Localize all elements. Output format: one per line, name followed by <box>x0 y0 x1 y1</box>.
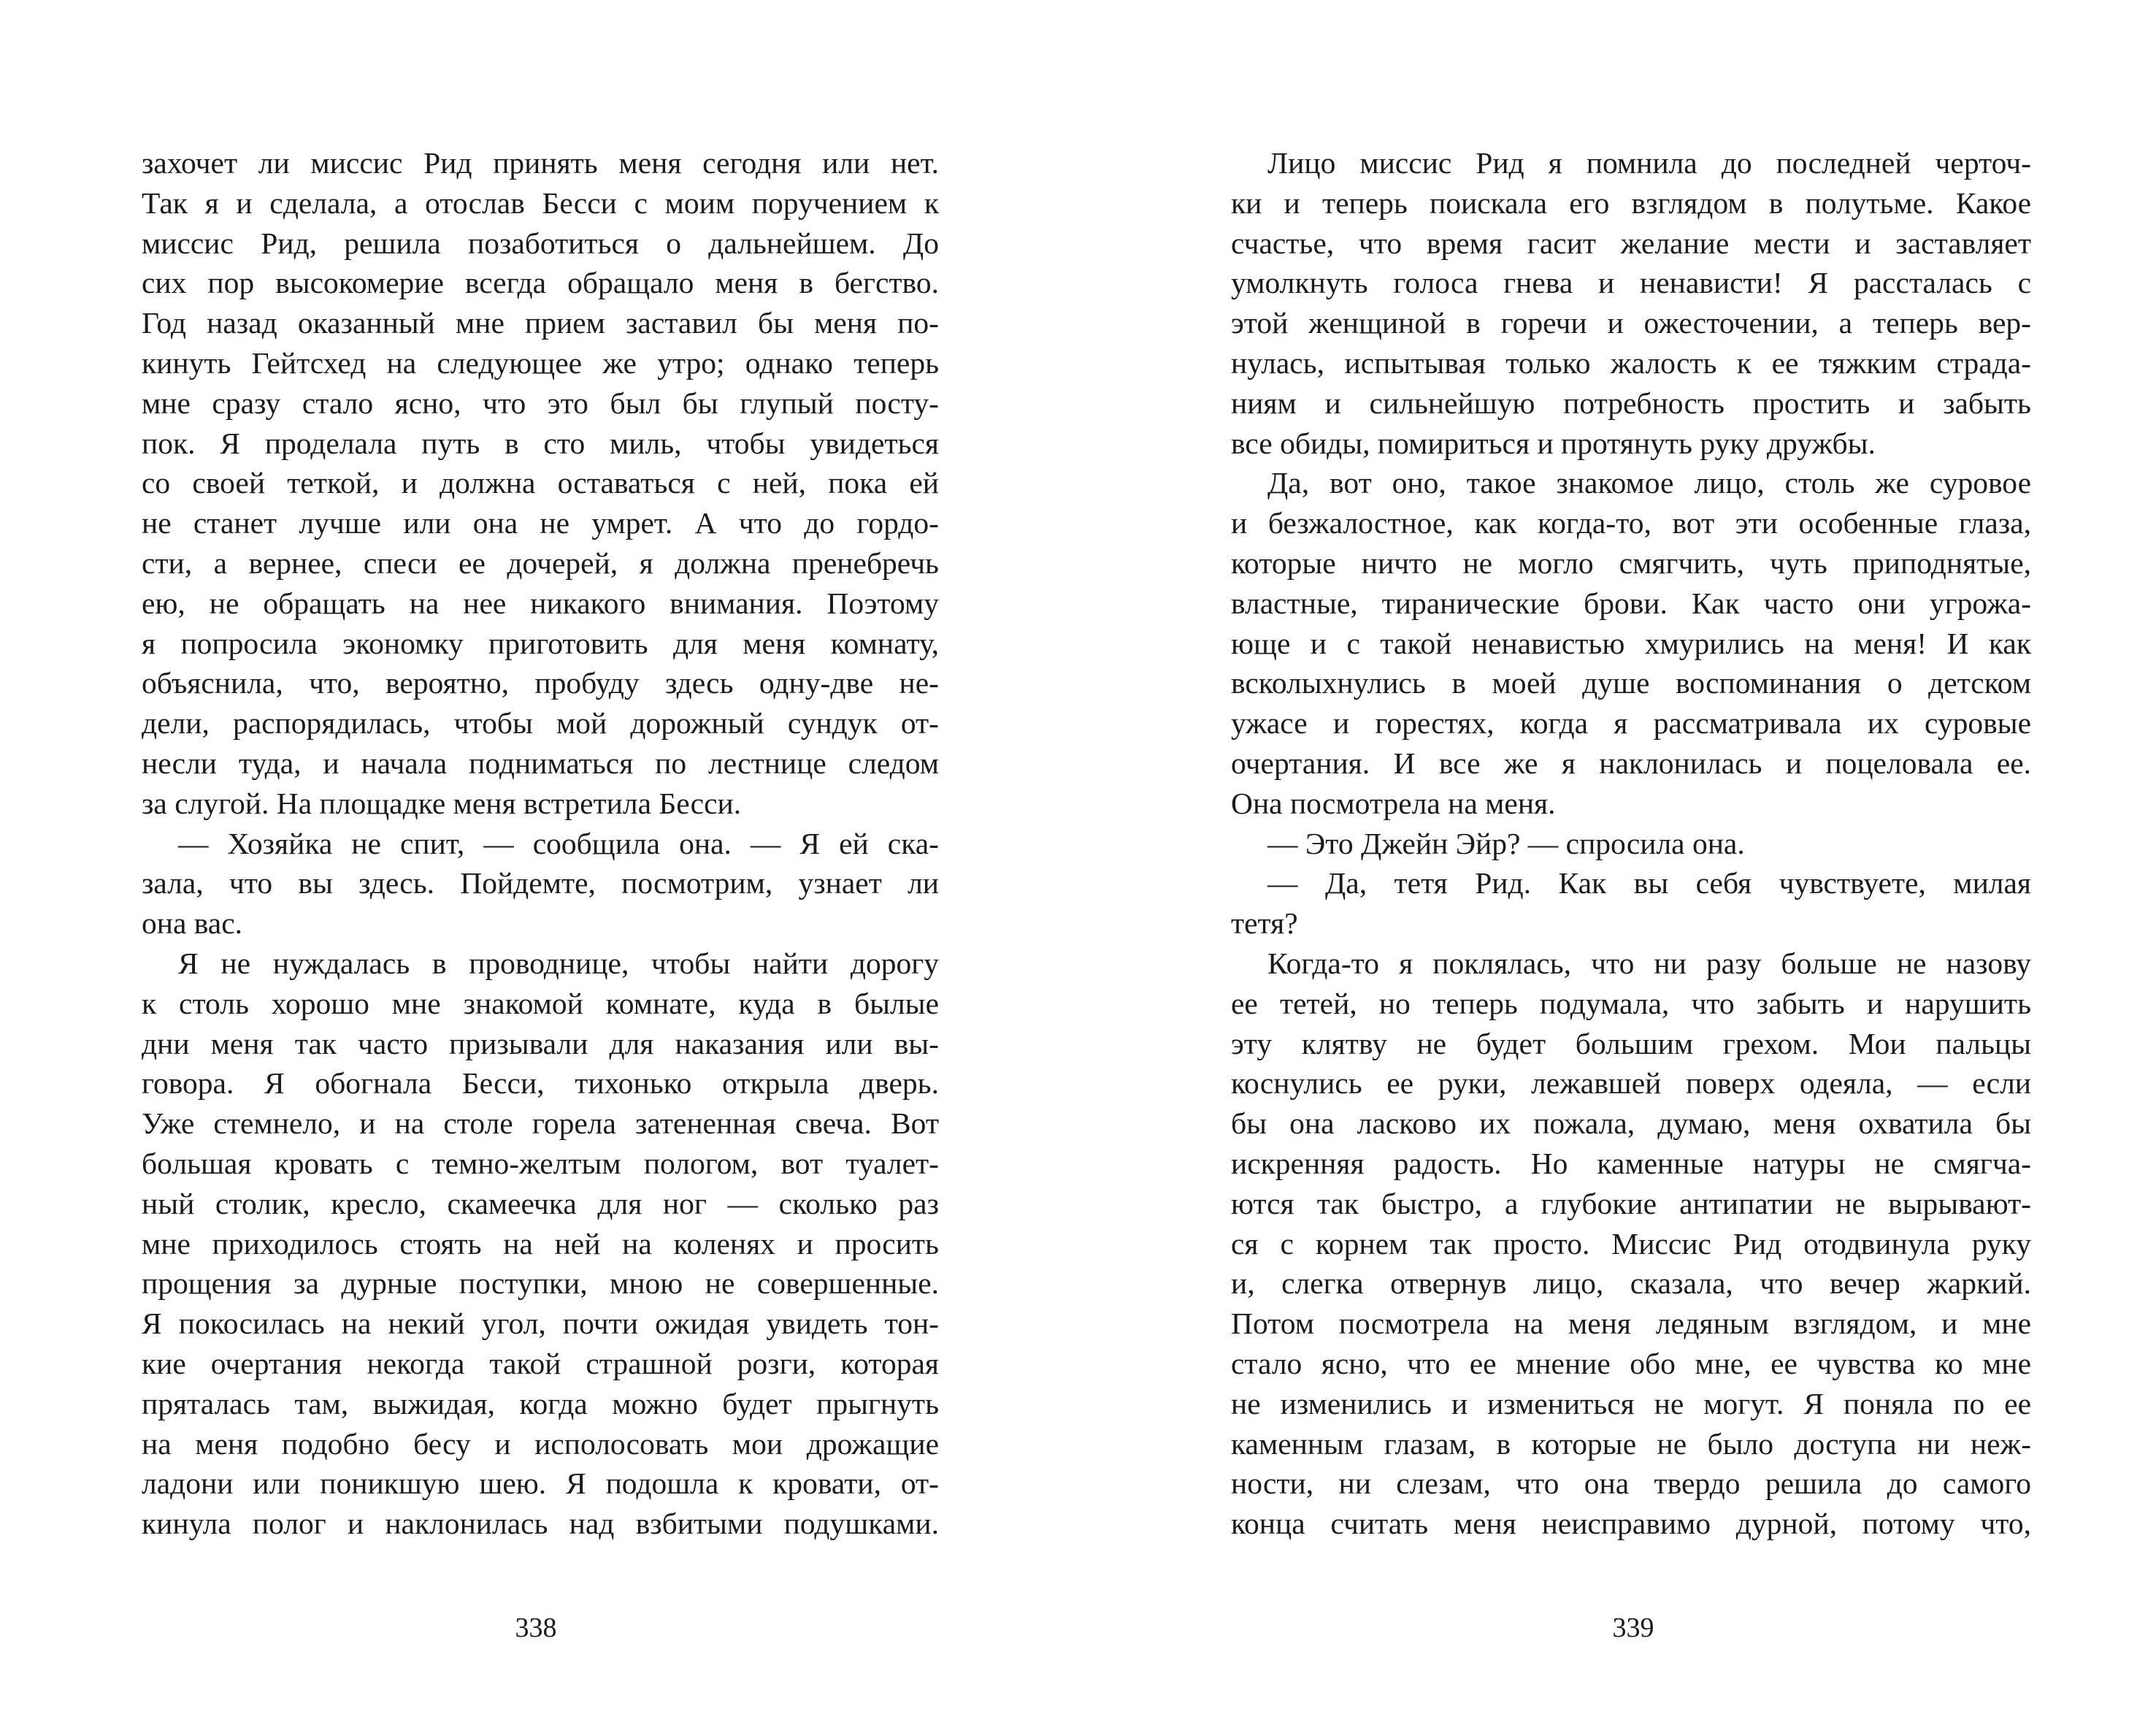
text-line: ладони или поникшую шею. Я подошла к кровати, от- <box>142 1466 939 1501</box>
text-line: кинула полог и наклонилась над взбитыми подушками. <box>142 1507 939 1541</box>
text-line: каменным глазам, в которые не было доступа ни неж- <box>1231 1426 2031 1461</box>
text-line: очертания. И все же я наклонилась и поцеловала ее. <box>1231 746 2031 780</box>
text-line: и безжалостное, как когда-то, вот эти особенные глаза, <box>1231 506 2031 540</box>
text-line: Год назад оказанный мне прием заставил бы меня по- <box>142 306 939 340</box>
text-line: ся с корнем так просто. Миссис Рид отодвинула руку <box>1231 1226 2031 1261</box>
text-line: искренняя радость. Но каменные натуры не смягча- <box>1231 1146 2031 1180</box>
text-line: со своей теткой, и должна оставаться с ней, пока ей <box>142 466 939 500</box>
text-line: Я не нуждалась в проводнице, чтобы найти дорогу <box>178 946 939 980</box>
text-line: счастье, что время гасит желание мести и заставляет <box>1231 226 2031 260</box>
text-line: этой женщиной в горечи и ожесточении, а теперь вер- <box>1231 306 2031 340</box>
text-line: кие очертания некогда такой страшной розги, которая <box>142 1346 939 1380</box>
text-line: Когда-то я поклялась, что ни разу больше не назову <box>1267 946 2031 980</box>
text-line: я попросила экономку приготовить для меня комнату, <box>142 626 939 660</box>
text-line: юще и с такой ненавистью хмурились на меня! И как <box>1231 626 2031 660</box>
text-line: — Это Джейн Эйр? — спросила она. <box>1267 826 1745 860</box>
text-line: ются так быстро, а глубокие антипатии не вырывают- <box>1231 1186 2031 1220</box>
text-line: — Да, тетя Рид. Как вы себя чувствуете, милая <box>1267 866 2031 900</box>
right-page <box>1078 0 2156 1725</box>
text-line: которые ничто не могло смягчить, чуть приподнятые, <box>1231 546 2031 580</box>
text-line: объяснила, что, вероятно, пробуду здесь одну-две не- <box>142 666 939 700</box>
text-line: сих пор высокомерие всегда обращало меня в бегство. <box>142 266 939 300</box>
text-line: нулась, испытывая только жалость к ее тяжким страда- <box>1231 345 2031 380</box>
text-line: не изменились и измениться не могут. Я поняла по ее <box>1231 1386 2031 1420</box>
text-line: ужасе и горестях, когда я рассматривала их суровые <box>1231 706 2031 741</box>
text-line: ный столик, кресло, скамеечка для ног — сколько раз <box>142 1186 939 1220</box>
text-line: мне приходилось стоять на ней на коленях и просить <box>142 1226 939 1261</box>
text-line: Уже стемнело, и на столе горела затененная свеча. Вот <box>142 1106 939 1141</box>
left-page-number: 338 <box>515 1613 557 1643</box>
text-line: сти, а вернее, спеси ее дочерей, я должна пренебречь <box>142 546 939 580</box>
text-line: ее тетей, но теперь подумала, что забыть и нарушить <box>1231 986 2031 1020</box>
left-page-text <box>142 143 939 1544</box>
text-line: Она посмотрела на меня. <box>1231 786 1556 820</box>
text-line: ности, ни слезам, что она твердо решила до самого <box>1231 1466 2031 1501</box>
text-line: умолкнуть голоса гнева и ненависти! Я рассталась с <box>1231 266 2031 300</box>
text-line: стало ясно, что ее мнение обо мне, ее чувства ко мне <box>1231 1346 2031 1380</box>
text-line: она вас. <box>142 906 243 941</box>
text-line: миссис Рид, решила позаботиться о дальнейшем. До <box>142 226 939 260</box>
text-line: пок. Я проделала путь в сто миль, чтобы увидеться <box>142 426 939 460</box>
text-line: тетя? <box>1231 906 1298 941</box>
text-line: Я покосилась на некий угол, почти ожидая увидеть тон- <box>142 1307 939 1341</box>
text-line: конца считать меня неисправимо дурной, потому что, <box>1231 1507 2031 1541</box>
text-line: за слугой. На площадке меня встретила Бесси. <box>142 786 742 820</box>
text-line: пряталась там, выжидая, когда можно будет прыгнуть <box>142 1386 939 1420</box>
text-line: эту клятву не будет большим грехом. Мои пальцы <box>1231 1026 2031 1060</box>
text-line: дели, распорядилась, чтобы мой дорожный сундук от- <box>142 706 939 741</box>
text-line: прощения за дурные поступки, мною не совершенные. <box>142 1266 939 1301</box>
text-line: Да, вот оно, такое знакомое лицо, столь же суровое <box>1267 466 2031 500</box>
text-line: бы она ласково их пожала, думаю, меня охватила бы <box>1231 1106 2031 1141</box>
text-line: дни меня так часто призывали для наказания или вы- <box>142 1026 939 1060</box>
text-line: Лицо миссис Рид я помнила до последней черточ- <box>1267 146 2031 180</box>
text-line: все обиды, помириться и протянуть руку дружбы. <box>1231 426 1876 460</box>
text-line: на меня подобно бесу и исполосовать мои дрожащие <box>142 1426 939 1461</box>
text-line: зала, что вы здесь. Пойдемте, посмотрим, узнает ли <box>142 866 939 900</box>
right-page-number: 339 <box>1612 1613 1654 1643</box>
text-line: несли туда, и начала подниматься по лестнице следом <box>142 746 939 780</box>
text-line: Потом посмотрела на меня ледяным взглядом, и мне <box>1231 1307 2031 1341</box>
text-line: коснулись ее руки, лежавшей поверх одеяла, — если <box>1231 1066 2031 1101</box>
text-line: ниям и сильнейшую потребность простить и забыть <box>1231 386 2031 420</box>
text-line: мне сразу стало ясно, что это был бы глупый посту- <box>142 386 939 420</box>
text-line: ки и теперь поискала его взглядом в полутьме. Какое <box>1231 185 2031 220</box>
text-line: захочет ли миссис Рид принять меня сегодня или нет. <box>142 146 939 180</box>
text-line: не станет лучше или она не умрет. А что до гордо- <box>142 506 939 540</box>
right-page-text <box>1231 143 2031 1544</box>
text-line: к столь хорошо мне знакомой комнате, куда в былые <box>142 986 939 1020</box>
text-line: большая кровать с темно-желтым пологом, вот туалет- <box>142 1146 939 1180</box>
text-line: всколыхнулись в моей душе воспоминания о детском <box>1231 666 2031 700</box>
text-line: и, слегка отвернув лицо, сказала, что вечер жаркий. <box>1231 1266 2031 1301</box>
text-line: кинуть Гейтсхед на следующее же утро; однако теперь <box>142 345 939 380</box>
text-line: ею, не обращать на нее никакого внимания. Поэтому <box>142 586 939 620</box>
text-line: властные, тиранические брови. Как часто они угрожа- <box>1231 586 2031 620</box>
text-line: — Хозяйка не спит, — сообщила она. — Я ей ска- <box>178 826 939 860</box>
text-line: Так я и сделала, а отослав Бесси с моим поручением к <box>142 185 939 220</box>
text-line: говора. Я обогнала Бесси, тихонько открыла дверь. <box>142 1066 939 1101</box>
